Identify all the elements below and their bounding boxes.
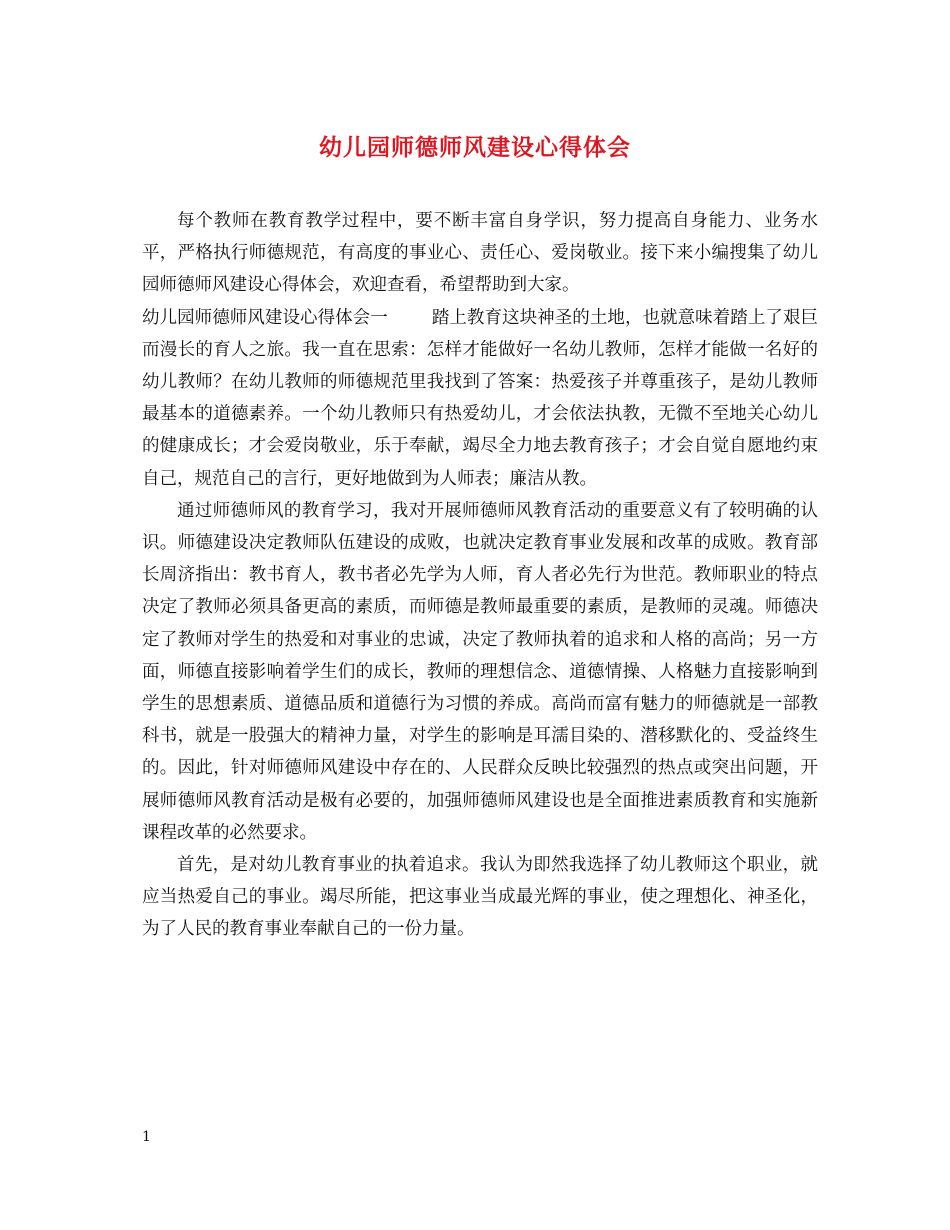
section-one-text: 踏上教育这块神圣的土地，也就意味着踏上了艰巨而漫长的育人之旅。我一直在思索：怎样才能做好一名幼儿教师，怎样才能做一名好的幼儿教师？在幼儿教师的师德规范里我找到了答案：热爱孩子并尊重孩子，是幼儿教师最基本的道德素养。一个幼儿教师只有热爱幼儿，才会依法执教，无微不至地关心幼儿的健康成长；才会爱岗敬业，乐于奉献，竭尽全力地去教育孩子；才会自觉自愿地约束自己，规范自己的言行，更好地做到为人师表；廉洁从教。: [142, 307, 819, 489]
page-number: 1: [142, 1129, 151, 1145]
document-title: 幼儿园师德师风建设心得体会: [319, 134, 631, 161]
document-body: [142, 205, 818, 946]
intro-paragraph: 每个教师在教育教学过程中，要不断丰富自身学识，努力提高自身能力、业务水平，严格执行师德规范，有高度的事业心、责任心、爱岗敬业。接下来小编搜集了幼儿园师德师风建设心得体会，欢迎查看，希望帮助到大家。: [142, 211, 818, 296]
body-paragraph-3: 首先，是对幼儿教育事业的执着追求。我认为即然我选择了幼儿教师这个职业，就应当热爱自己的事业。竭尽所能，把这事业当成最光辉的事业，使之理想化、神圣化，为了人民的教育事业奉献自己的一份力量。: [142, 855, 818, 940]
section-heading: 幼儿园师德师风建设心得体会一: [142, 307, 388, 328]
body-paragraph-2: 通过师德师风的教育学习，我对开展师德师风教育活动的重要意义有了较明确的认识。师德建设决定教师队伍建设的成败，也就决定教育事业发展和改革的成败。教育部长周济指出：教书育人，教书者必先学为人师，育人者必先行为世范。教师职业的特点决定了教师必须具备更高的素质，而师德是教师最重要的素质，是教师的灵魂。师德决定了教师对学生的热爱和对事业的忠诚，决定了教师执着的追求和人格的高尚；另一方面，师德直接影响着学生们的成长，教师的理想信念、道德情操、人格魅力直接影响到学生的思想素质、道德品质和道德行为习惯的养成。高尚而富有魅力的师德就是一部教科书，就是一股强大的精神力量，对学生的影响是耳濡目染的、潜移默化的、受益终生的。因此，针对师德师风建设中存在的、人民群众反映比较强烈的热点或突出问题，开展师德师风教育活动是极有必要的，加强师德师风建设也是全面推进素质教育和实施新课程改革的必然要求。: [142, 500, 818, 843]
section-one-paragraph: [142, 302, 818, 495]
